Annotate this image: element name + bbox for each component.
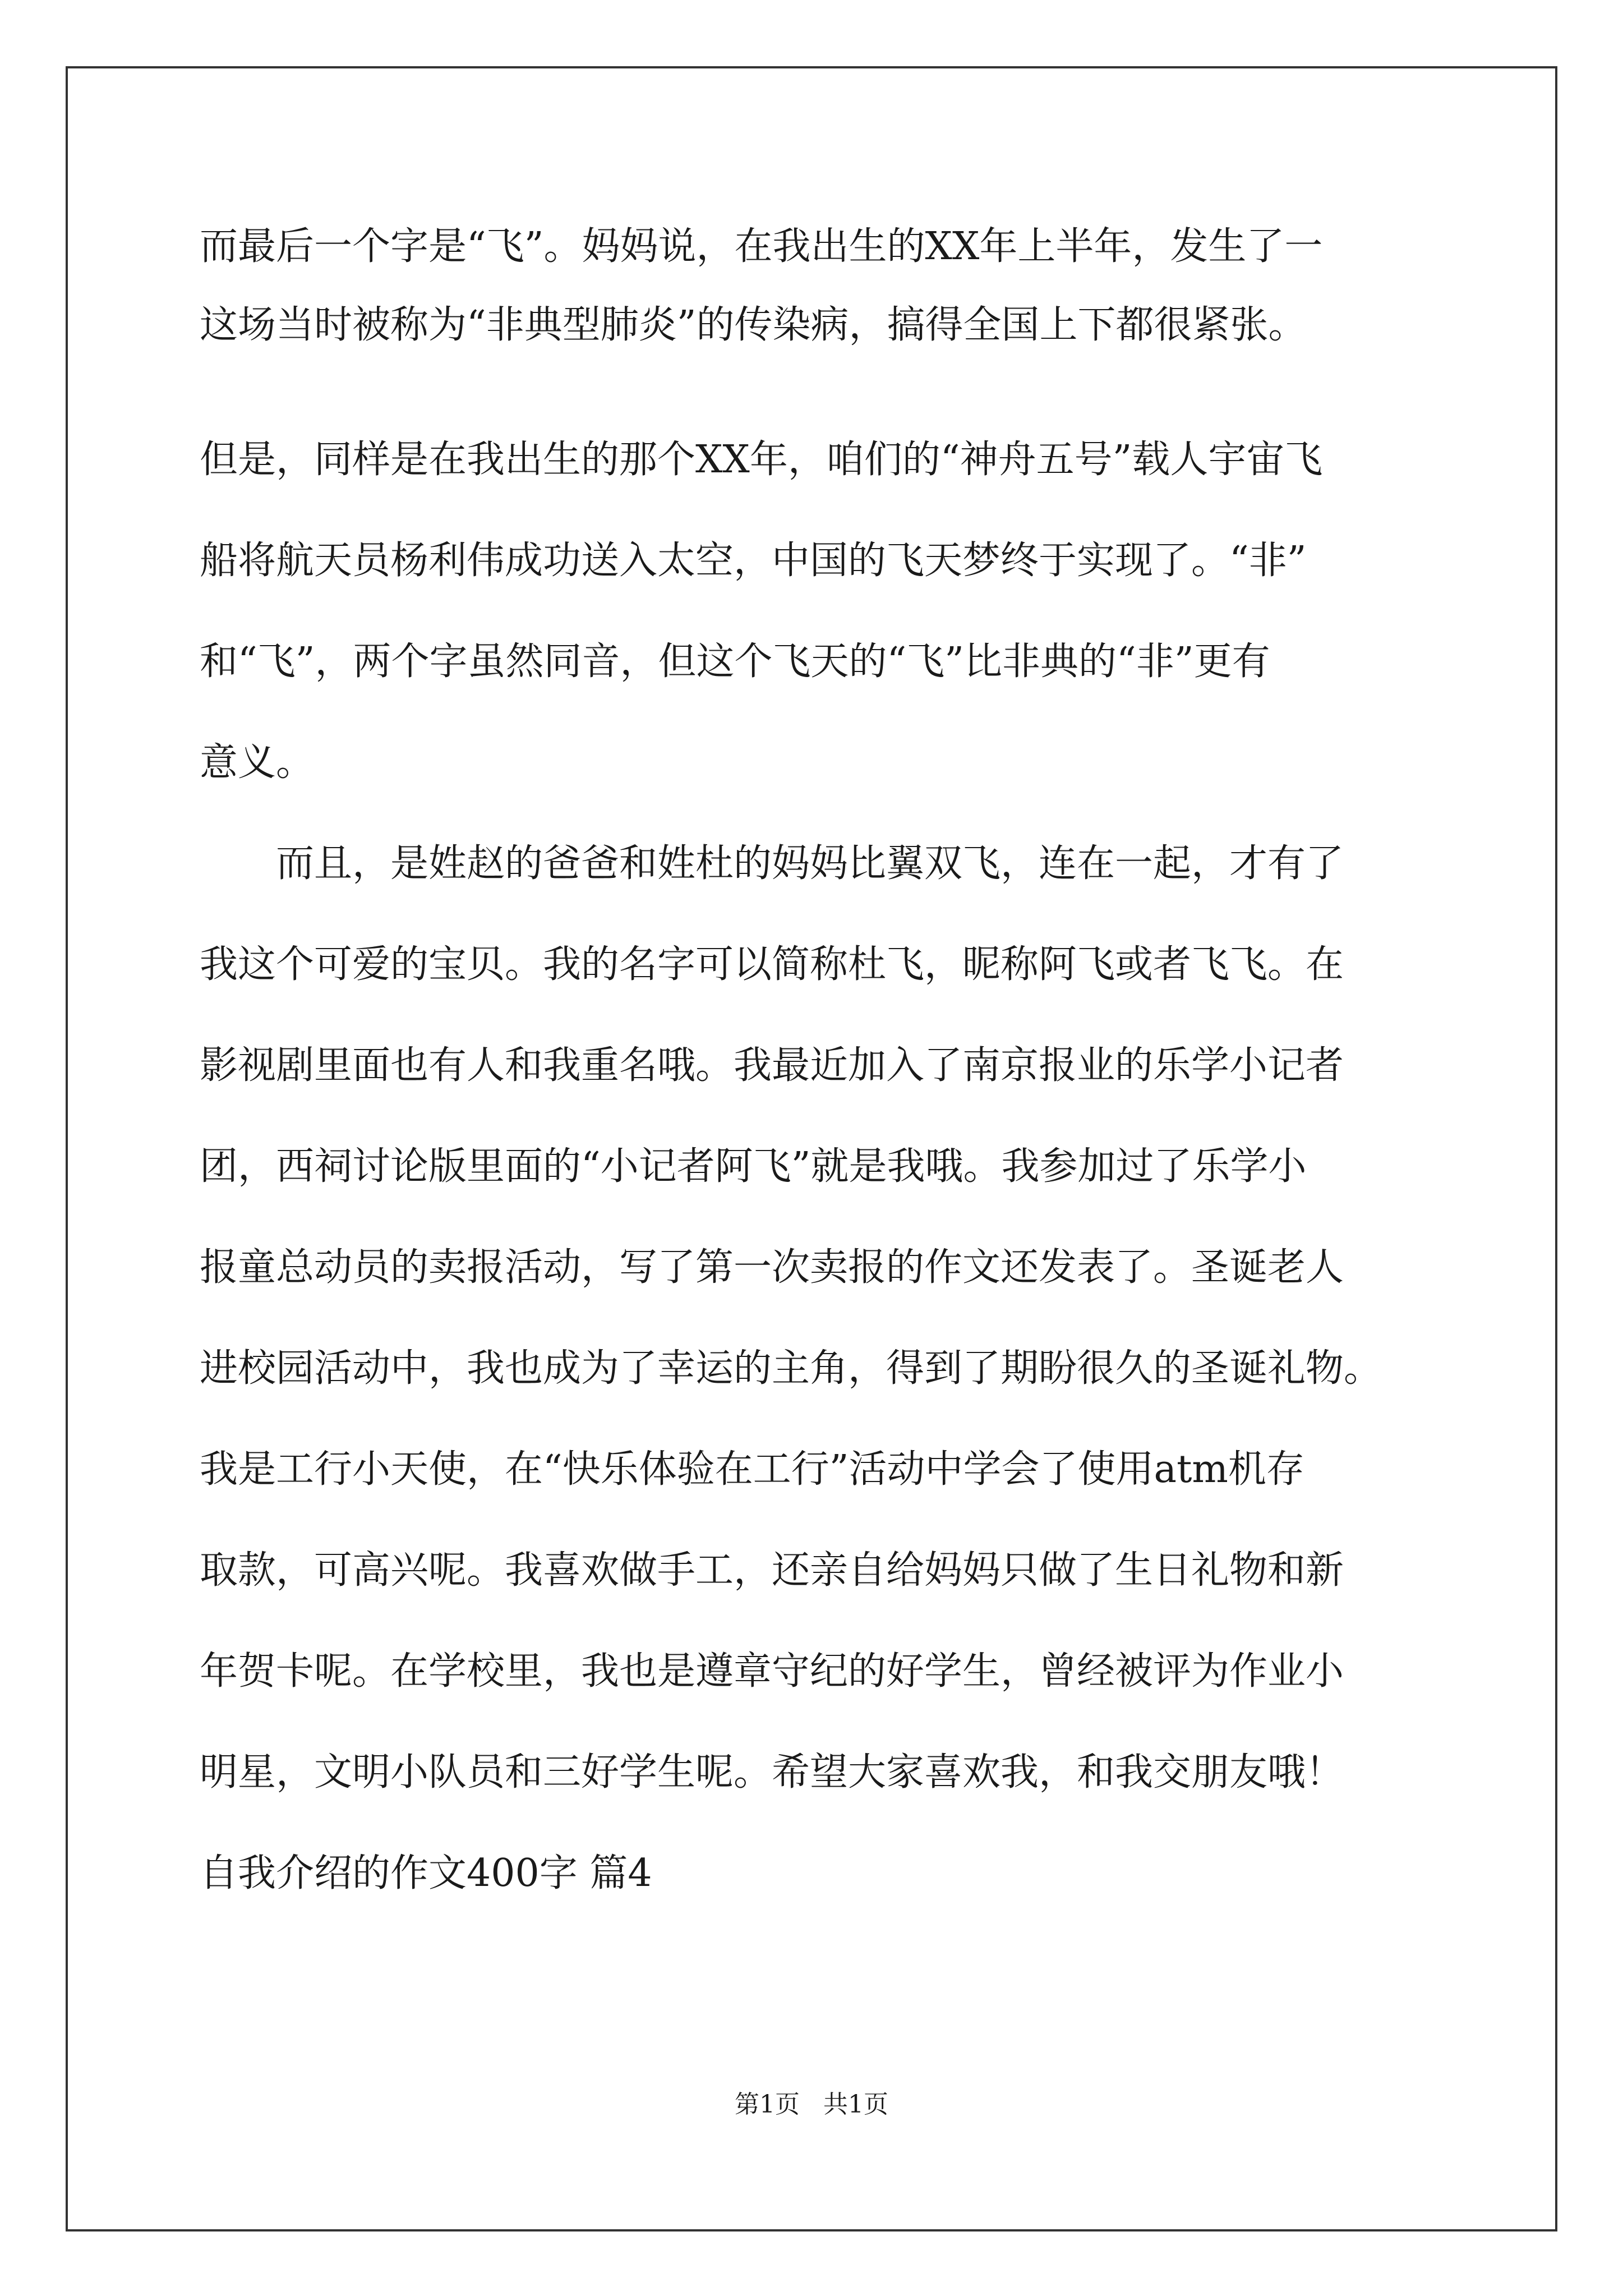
body-text-line: 年贺卡呢。在学校里，我也是遵章守纪的好学生，曾经被评为作业小 [200, 1649, 1344, 1694]
body-text-line: 进校园活动中，我也成为了幸运的主角，得到了期盼很久的圣诞礼物。 [200, 1346, 1382, 1391]
body-text-line: 取款，可高兴呢。我喜欢做手工，还亲自给妈妈只做了生日礼物和新 [200, 1548, 1344, 1593]
body-text-line: 报童总动员的卖报活动，写了第一次卖报的作文还发表了。圣诞老人 [200, 1245, 1344, 1290]
body-text-line: 明星，文明小队员和三好学生呢。希望大家喜欢我，和我交朋友哦！ [200, 1750, 1344, 1795]
section-heading: 自我介绍的作文400字 篇4 [200, 1851, 652, 1895]
body-text-line: 但是，同样是在我出生的那个XX年，咱们的“神舟五号”载人宇宙飞 [200, 438, 1323, 482]
body-text-line: 而最后一个字是“飞”。妈妈说，在我出生的XX年上半年，发生了一 [200, 224, 1323, 269]
body-text-line: 影视剧里面也有人和我重名哦。我最近加入了南京报业的乐学小记者 [200, 1043, 1344, 1088]
body-text-line: 我这个可爱的宝贝。我的名字可以简称杜飞，昵称阿飞或者飞飞。在 [200, 942, 1344, 987]
body-text-line: 和“飞”，两个字虽然同音，但这个飞天的“飞”比非典的“非”更有 [200, 639, 1270, 684]
body-text-line: 这场当时被称为“非典型肺炎”的传染病，搞得全国上下都很紧张。 [200, 303, 1307, 347]
body-text-line: 团，西祠讨论版里面的“小记者阿飞”就是我哦。我参加过了乐学小 [200, 1144, 1307, 1189]
body-text-line: 我是工行小天使，在“快乐体验在工行”活动中学会了使用atm机存 [200, 1447, 1304, 1492]
page-number-footer: 第1页 共1页 [735, 2090, 888, 2119]
body-text-line: 船将航天员杨利伟成功送入太空，中国的飞天梦终于实现了。“非” [200, 539, 1307, 583]
body-text-line: 而且，是姓赵的爸爸和姓杜的妈妈比翼双飞，连在一起，才有了 [200, 841, 1344, 886]
body-text-line: 意义。 [200, 740, 315, 785]
